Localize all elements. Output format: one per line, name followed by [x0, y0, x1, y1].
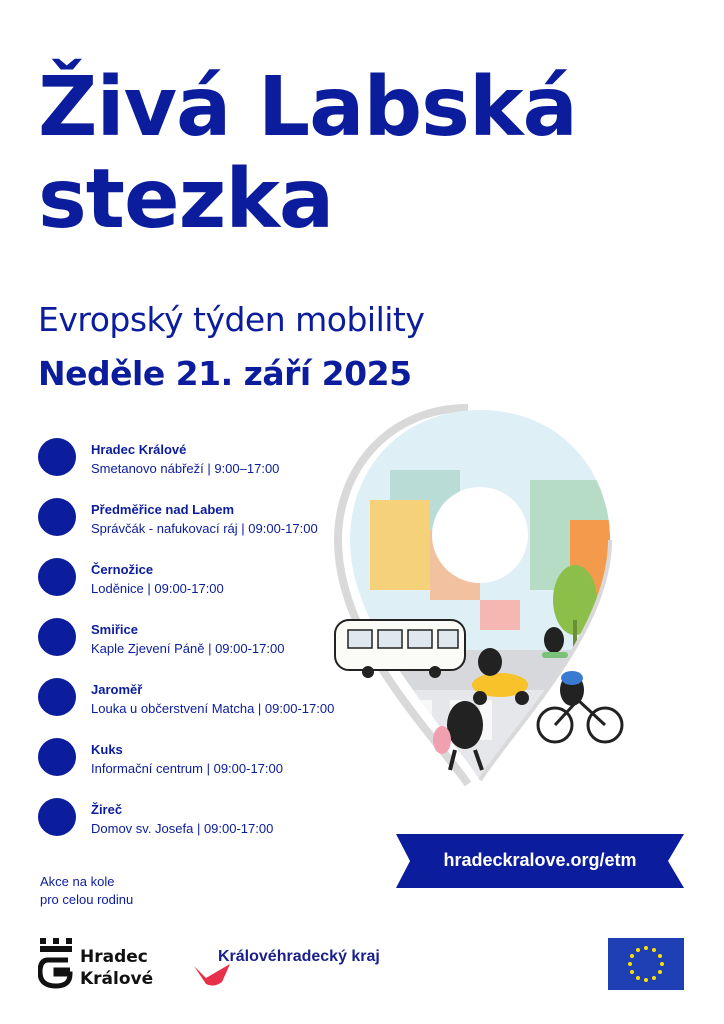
list-item [38, 798, 398, 858]
hradec-logo-line-2: Králové [80, 969, 154, 989]
page-title [38, 62, 577, 246]
stop-detail: Správčák - nafukovací ráj | 09:00-17:00 [91, 521, 318, 536]
stop-detail: Louka u občerstvení Matcha | 09:00-17:00 [91, 701, 335, 716]
hradec-kralove-logo-text [80, 946, 153, 990]
stop-detail: Smetanovo nábřeží | 9:00–17:00 [91, 461, 280, 476]
hradec-logo-line-1: Hradec [80, 947, 148, 967]
tagline-line-1: Akce na kole [40, 874, 115, 889]
stop-dot-icon [38, 438, 76, 476]
stop-detail: Loděnice | 09:00-17:00 [91, 581, 224, 596]
event-subtitle: Evropský týden mobility [38, 300, 425, 339]
hradec-kralove-crown-icon [38, 936, 74, 990]
tagline [40, 873, 133, 909]
stop-name: Jaroměř [91, 682, 143, 697]
stop-detail: Informační centrum | 09:00-17:00 [91, 761, 283, 776]
stop-detail: Domov sv. Josefa | 09:00-17:00 [91, 821, 274, 836]
stop-name: Černožice [91, 562, 154, 577]
stop-dot-icon [38, 738, 76, 776]
title-line-1: Živá Labská [38, 60, 577, 155]
stop-dot-icon [38, 678, 76, 716]
stop-dot-icon [38, 558, 76, 596]
stop-name: Žireč [91, 802, 123, 817]
eu-flag-icon [608, 938, 684, 990]
tagline-line-2: pro celou rodinu [40, 892, 134, 907]
stop-name: Kuks [91, 742, 123, 757]
website-link[interactable]: hradeckralove.org/etm [443, 849, 637, 870]
stop-detail: Kaple Zjevení Páně | 09:00-17:00 [91, 641, 285, 656]
title-line-2: stezka [38, 152, 334, 247]
stop-dot-icon [38, 498, 76, 536]
stop-dot-icon [38, 618, 76, 656]
stop-name: Předměřice nad Labem [91, 502, 235, 517]
kraj-logo-text: Královéhradecký kraj [218, 948, 380, 965]
event-date: Neděle 21. září 2025 [38, 354, 412, 393]
stop-name: Hradec Králové [91, 442, 187, 457]
map-pin-illustration [330, 400, 700, 800]
stop-dot-icon [38, 798, 76, 836]
stop-name: Smiřice [91, 622, 138, 637]
